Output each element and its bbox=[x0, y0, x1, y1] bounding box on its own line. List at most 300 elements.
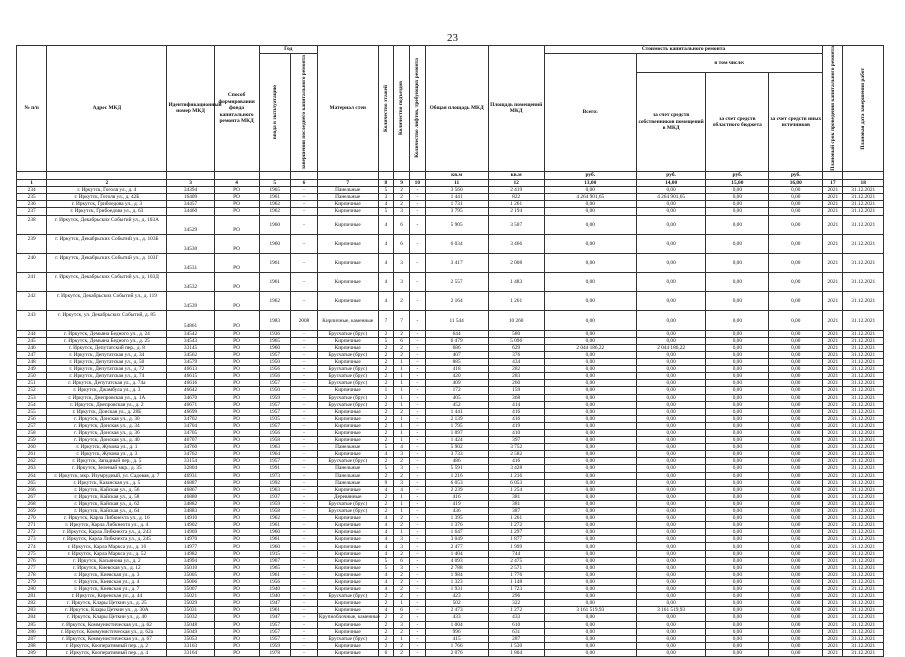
table-cell: 1 647 bbox=[425, 529, 488, 536]
table-cell: - bbox=[409, 215, 425, 234]
table-cell: 0,00 bbox=[636, 628, 706, 635]
address-cell: г. Иркутск, Днепровская ул., д. 1А bbox=[47, 394, 167, 401]
table-cell: 1962 bbox=[259, 208, 290, 215]
table-cell: - bbox=[290, 578, 317, 585]
table-cell: 1 261 bbox=[488, 201, 544, 208]
table-cell: 0,00 bbox=[544, 479, 636, 486]
table-cell: - bbox=[409, 543, 425, 550]
table-cell: 2021 bbox=[823, 621, 843, 628]
table-cell: 2021 bbox=[823, 194, 843, 201]
table-row bbox=[17, 621, 884, 628]
table-cell: - bbox=[290, 635, 317, 642]
table-cell: 2 475 bbox=[488, 557, 544, 564]
table-cell: - bbox=[409, 337, 425, 344]
table-cell: 1937 bbox=[259, 493, 290, 500]
address-cell: г. Иркутск, Депутатский пер., д. 8 bbox=[47, 344, 167, 351]
header-year-group: Год bbox=[259, 46, 317, 54]
table-cell: 0,00 bbox=[636, 394, 706, 401]
table-cell: - bbox=[409, 187, 425, 194]
table-cell: 284 bbox=[17, 614, 47, 621]
table-cell: 31.12.2021 bbox=[843, 571, 884, 578]
column-number: 9 bbox=[394, 179, 410, 186]
table-cell: РО bbox=[214, 234, 259, 253]
table-cell: 4 264 901,65 bbox=[544, 194, 636, 201]
table-cell: 2021 bbox=[823, 607, 843, 614]
table-cell: 1961 bbox=[259, 194, 290, 201]
table-cell: 1 bbox=[394, 600, 410, 607]
table-cell: 248 bbox=[17, 359, 47, 366]
table-cell: 280 bbox=[17, 586, 47, 593]
table-cell: РО bbox=[214, 600, 259, 607]
table-cell: 3 bbox=[378, 194, 394, 201]
table-cell: Кирпичные bbox=[317, 429, 378, 436]
table-cell: 3 bbox=[394, 273, 410, 292]
table-cell: - bbox=[409, 550, 425, 557]
table-cell: 1957 bbox=[259, 422, 290, 429]
table-cell: 2 bbox=[378, 408, 394, 415]
table-cell: 0,00 bbox=[706, 635, 769, 642]
table-cell: 2 bbox=[378, 500, 394, 507]
table-cell: 2 bbox=[394, 330, 410, 337]
table-cell: 1 441 bbox=[425, 194, 488, 201]
table-cell: Кирпичные bbox=[317, 292, 378, 311]
table-cell: - bbox=[290, 187, 317, 194]
table-cell: 0,00 bbox=[769, 415, 823, 422]
table-cell: 744 bbox=[488, 550, 544, 557]
table-cell: 1978 bbox=[259, 649, 290, 656]
table-cell: 2021 bbox=[823, 635, 843, 642]
table-cell: РО bbox=[214, 628, 259, 635]
table-cell: 0,00 bbox=[636, 444, 706, 451]
address-cell: г. Иркутск, Декабрьских Событий ул., д. 103А bbox=[47, 215, 167, 234]
table-cell: 0,00 bbox=[769, 635, 823, 642]
table-cell: 2 bbox=[394, 472, 410, 479]
table-cell: РО bbox=[214, 479, 259, 486]
table-cell: - bbox=[290, 571, 317, 578]
table-cell: - bbox=[409, 422, 425, 429]
table-cell: 2 bbox=[378, 415, 394, 422]
table-cell: 289 bbox=[17, 649, 47, 656]
table-cell: 1 bbox=[394, 380, 410, 387]
table-cell: 31.12.2021 bbox=[843, 215, 884, 234]
table-cell: - bbox=[290, 366, 317, 373]
table-cell: РО bbox=[214, 337, 259, 344]
table-cell: 0,00 bbox=[769, 593, 823, 600]
table-cell: 35021 bbox=[167, 593, 214, 600]
table-cell: 4 bbox=[378, 292, 394, 311]
table-cell: 0,00 bbox=[706, 380, 769, 387]
table-cell: 387 bbox=[488, 508, 544, 515]
table-cell: 2 bbox=[378, 493, 394, 500]
table-cell: 2 bbox=[378, 359, 394, 366]
table-cell: 2021 bbox=[823, 187, 843, 194]
table-cell: РО bbox=[214, 465, 259, 472]
table-cell: 0,00 bbox=[636, 311, 706, 330]
table-row bbox=[17, 437, 884, 444]
table-cell: 6 053 bbox=[425, 479, 488, 486]
table-cell: 0,00 bbox=[769, 557, 823, 564]
table-cell: 257 bbox=[17, 422, 47, 429]
table-cell: Кирпичные bbox=[317, 522, 378, 529]
table-cell: 252 bbox=[17, 387, 47, 394]
table-cell: 281 bbox=[17, 593, 47, 600]
table-cell: 2021 bbox=[823, 415, 843, 422]
table-cell: 1 297 bbox=[488, 529, 544, 536]
address-cell: г. Иркутск, Гоголя ул., д. 42Б bbox=[47, 194, 167, 201]
table-cell: 34702 bbox=[167, 415, 214, 422]
table-cell: 31.12.2021 bbox=[843, 543, 884, 550]
table-cell: 0,00 bbox=[544, 628, 636, 635]
table-cell: 1963 bbox=[259, 444, 290, 451]
table-cell: РО bbox=[214, 273, 259, 292]
table-cell: 2 bbox=[394, 593, 410, 600]
table-cell: 3 795 bbox=[425, 208, 488, 215]
table-cell: 1961 bbox=[259, 253, 290, 272]
table-cell: 2021 bbox=[823, 394, 843, 401]
table-cell: 2021 bbox=[823, 292, 843, 311]
table-cell: Брусчатые (брус) bbox=[317, 401, 378, 408]
table-cell: 0,00 bbox=[769, 351, 823, 358]
table-cell: 0,00 bbox=[706, 366, 769, 373]
table-cell: 433 bbox=[425, 614, 488, 621]
table-cell: Панельные bbox=[317, 194, 378, 201]
table-cell: 0,00 bbox=[706, 564, 769, 571]
table-cell: 0,00 bbox=[769, 273, 823, 292]
table-cell: 0,00 bbox=[769, 366, 823, 373]
table-cell: Кирпичные bbox=[317, 215, 378, 234]
table-cell: 2021 bbox=[823, 571, 843, 578]
table-cell: 0,00 bbox=[706, 351, 769, 358]
table-cell: 1961 bbox=[259, 607, 290, 614]
table-cell: - bbox=[290, 253, 317, 272]
table-cell: - bbox=[409, 366, 425, 373]
table-cell: 2021 bbox=[823, 253, 843, 272]
table-cell: Кирпичные bbox=[317, 451, 378, 458]
table-cell: 2 bbox=[378, 508, 394, 515]
table-cell: - bbox=[409, 415, 425, 422]
address-cell: г. Иркутск, Карла Либкнехта ул., д. 4 bbox=[47, 522, 167, 529]
table-cell: - bbox=[409, 344, 425, 351]
table-row bbox=[17, 292, 884, 311]
column-number: 18 bbox=[843, 179, 884, 186]
table-row bbox=[17, 187, 884, 194]
table-cell: 245 bbox=[17, 337, 47, 344]
table-cell: 31.12.2021 bbox=[843, 578, 884, 585]
table-cell: Кирпичные bbox=[317, 550, 378, 557]
table-cell: 3 049 bbox=[425, 536, 488, 543]
table-cell: 31.12.2021 bbox=[843, 359, 884, 366]
table-cell: 2021 bbox=[823, 600, 843, 607]
table-cell: 0,00 bbox=[636, 351, 706, 358]
table-cell: 275 bbox=[17, 550, 47, 557]
table-cell: 2021 bbox=[823, 642, 843, 649]
table-cell: 31.12.2021 bbox=[843, 458, 884, 465]
table-cell: 2021 bbox=[823, 564, 843, 571]
table-cell: 0,00 bbox=[769, 215, 823, 234]
table-cell: 1 bbox=[394, 422, 410, 429]
table-cell: Брусчатые (брус) bbox=[317, 366, 378, 373]
table-cell: 1 004 bbox=[425, 621, 488, 628]
table-cell: 31.12.2021 bbox=[843, 344, 884, 351]
table-cell: - bbox=[290, 359, 317, 366]
table-row bbox=[17, 571, 884, 578]
table-cell: 31.12.2021 bbox=[843, 394, 884, 401]
table-cell: Кирпичные bbox=[317, 486, 378, 493]
table-cell: 0,00 bbox=[636, 451, 706, 458]
table-cell: 2 bbox=[378, 394, 394, 401]
table-cell: 2021 bbox=[823, 234, 843, 253]
table-cell: 2 bbox=[394, 408, 410, 415]
table-cell: 0,00 bbox=[769, 253, 823, 272]
table-cell: 35007 bbox=[167, 586, 214, 593]
table-cell: 4 bbox=[394, 486, 410, 493]
table-row bbox=[17, 208, 884, 215]
table-cell: 2 bbox=[378, 429, 394, 436]
table-cell: РО bbox=[214, 614, 259, 621]
table-row bbox=[17, 359, 884, 366]
table-cell: 0,00 bbox=[706, 571, 769, 578]
table-row bbox=[17, 635, 884, 642]
table-cell: 0,00 bbox=[706, 208, 769, 215]
column-number: 6 bbox=[290, 179, 317, 186]
table-cell: РО bbox=[214, 493, 259, 500]
table-cell: - bbox=[409, 536, 425, 543]
table-cell: 0,00 bbox=[636, 564, 706, 571]
table-cell: 250 bbox=[17, 373, 47, 380]
table-cell: 2 bbox=[378, 437, 394, 444]
table-cell: - bbox=[290, 408, 317, 415]
table-cell: 2 bbox=[378, 351, 394, 358]
table-cell: 268 bbox=[17, 500, 47, 507]
table-cell: Кирпичные bbox=[317, 628, 378, 635]
table-cell: 2 bbox=[394, 292, 410, 311]
table-cell: 0,00 bbox=[706, 330, 769, 337]
table-cell: 0,00 bbox=[636, 437, 706, 444]
table-cell: 1 254 bbox=[488, 486, 544, 493]
table-cell: 2021 bbox=[823, 515, 843, 522]
table-cell: Кирпичные bbox=[317, 543, 378, 550]
table-cell: 240 bbox=[17, 253, 47, 272]
table-cell: 31.12.2021 bbox=[843, 593, 884, 600]
table-cell: 46613 bbox=[167, 366, 214, 373]
table-cell: 1957 bbox=[259, 628, 290, 635]
table-cell: 0,00 bbox=[706, 500, 769, 507]
table-cell: 0,00 bbox=[544, 571, 636, 578]
table-cell: 0,00 bbox=[636, 621, 706, 628]
table-cell: 31.12.2021 bbox=[843, 415, 884, 422]
table-cell: 0,00 bbox=[636, 522, 706, 529]
table-cell: - bbox=[409, 479, 425, 486]
table-cell: - bbox=[290, 465, 317, 472]
table-cell: 0,00 bbox=[769, 201, 823, 208]
table-cell: 0,00 bbox=[544, 493, 636, 500]
table-cell: 0,00 bbox=[706, 649, 769, 656]
table-cell: 0,00 bbox=[636, 472, 706, 479]
table-cell: 1 bbox=[394, 493, 410, 500]
header-address: Адрес МКД bbox=[47, 46, 167, 172]
table-cell: 6 bbox=[394, 607, 410, 614]
table-cell: - bbox=[290, 472, 317, 479]
table-cell: - bbox=[290, 387, 317, 394]
table-cell: 1957 bbox=[259, 635, 290, 642]
table-cell: 31.12.2021 bbox=[843, 337, 884, 344]
table-cell: 1961 bbox=[259, 522, 290, 529]
table-cell: 423 bbox=[425, 593, 488, 600]
table-cell: 5 bbox=[378, 208, 394, 215]
table-cell: 283 bbox=[488, 373, 544, 380]
table-cell: 247 bbox=[17, 351, 47, 358]
table-cell: - bbox=[290, 550, 317, 557]
column-number: 5 bbox=[259, 179, 290, 186]
table-cell: 34542 bbox=[167, 330, 214, 337]
address-cell: г. Иркутск, Депутатская ул., д. 50 bbox=[47, 359, 167, 366]
table-cell: 0,00 bbox=[769, 465, 823, 472]
table-cell: 0,00 bbox=[544, 472, 636, 479]
address-cell: г. Иркутск, Джамбула ул., д. 3 bbox=[47, 387, 167, 394]
table-cell: - bbox=[409, 201, 425, 208]
table-cell: 0,00 bbox=[769, 359, 823, 366]
table-cell: РО bbox=[214, 635, 259, 642]
table-cell: 7 bbox=[394, 311, 410, 330]
table-cell: 2 194 bbox=[488, 208, 544, 215]
table-cell: 4 bbox=[378, 515, 394, 522]
table-cell: 263 bbox=[17, 465, 47, 472]
table-cell: Кирпичные bbox=[317, 208, 378, 215]
table-cell: - bbox=[409, 522, 425, 529]
table-cell: 3 560 bbox=[425, 187, 488, 194]
table-cell: 31.12.2021 bbox=[843, 522, 884, 529]
table-cell: - bbox=[409, 628, 425, 635]
table-cell: 1992 bbox=[259, 479, 290, 486]
table-cell: 31.12.2021 bbox=[843, 614, 884, 621]
table-cell: 35031 bbox=[167, 607, 214, 614]
table-cell: 0,00 bbox=[769, 429, 823, 436]
table-cell: 31.12.2021 bbox=[843, 550, 884, 557]
table-cell: 159 bbox=[488, 387, 544, 394]
table-cell: 0,00 bbox=[636, 500, 706, 507]
table-cell: 35032 bbox=[167, 614, 214, 621]
header-floors: Количество этажей bbox=[382, 84, 389, 132]
table-cell: 1 bbox=[394, 635, 410, 642]
table-row bbox=[17, 500, 884, 507]
address-cell: г. Иркутск, Декабрьских Событий ул., д. 103Г bbox=[47, 253, 167, 272]
table-row bbox=[17, 373, 884, 380]
table-row bbox=[17, 600, 884, 607]
table-cell: - bbox=[409, 292, 425, 311]
table-cell: 258 bbox=[17, 429, 47, 436]
table-cell: 2021 bbox=[823, 408, 843, 415]
table-cell: 0,00 bbox=[636, 215, 706, 234]
table-cell: - bbox=[290, 500, 317, 507]
table-cell: РО bbox=[214, 578, 259, 585]
table-cell: 2 bbox=[378, 401, 394, 408]
table-row bbox=[17, 215, 884, 234]
table-cell: 686 bbox=[425, 344, 488, 351]
table-cell: 285 bbox=[17, 621, 47, 628]
table-cell: 4 bbox=[394, 444, 410, 451]
table-cell: - bbox=[290, 451, 317, 458]
table-cell: 2 bbox=[394, 642, 410, 649]
table-row bbox=[17, 387, 884, 394]
table-row bbox=[17, 253, 884, 272]
table-cell: 2021 bbox=[823, 351, 843, 358]
table-row bbox=[17, 366, 884, 373]
table-cell: 234 bbox=[17, 187, 47, 194]
table-cell: - bbox=[409, 387, 425, 394]
address-cell: г. Иркутск, Клары Цеткин ул., д. 40 bbox=[47, 614, 167, 621]
table-cell: - bbox=[409, 472, 425, 479]
table-cell: 31.12.2021 bbox=[843, 408, 884, 415]
table-cell: РО bbox=[214, 194, 259, 201]
table-cell: 0,00 bbox=[544, 621, 636, 628]
table-cell: 264 bbox=[17, 472, 47, 479]
table-cell: РО bbox=[214, 401, 259, 408]
table-cell: 0,00 bbox=[544, 408, 636, 415]
table-cell: 242 bbox=[17, 292, 47, 311]
unit-other: руб. bbox=[769, 171, 823, 179]
table-cell: 0,00 bbox=[544, 649, 636, 656]
table-row bbox=[17, 550, 884, 557]
table-cell: Брусчатые (брус) bbox=[317, 373, 378, 380]
table-cell: - bbox=[290, 292, 317, 311]
table-cell: 1958 bbox=[259, 508, 290, 515]
table-cell: 0,00 bbox=[544, 522, 636, 529]
table-row bbox=[17, 593, 884, 600]
table-cell: 368 bbox=[488, 394, 544, 401]
table-cell: 0,00 bbox=[544, 486, 636, 493]
table-cell: 2 788 bbox=[425, 564, 488, 571]
table-cell: 0,00 bbox=[636, 408, 706, 415]
address-cell: г. Иркутск, Кайская ул., д. 56 bbox=[47, 486, 167, 493]
table-cell: 1 097 bbox=[425, 429, 488, 436]
table-cell: РО bbox=[214, 380, 259, 387]
table-cell: Кирпичные bbox=[317, 273, 378, 292]
table-cell: 5 bbox=[378, 187, 394, 194]
table-cell: 4 bbox=[378, 486, 394, 493]
table-cell: - bbox=[290, 607, 317, 614]
table-cell: 4 bbox=[378, 234, 394, 253]
table-row bbox=[17, 586, 884, 593]
table-cell: 1 376 bbox=[425, 522, 488, 529]
table-cell: 0,00 bbox=[769, 437, 823, 444]
table-cell: 0,00 bbox=[769, 401, 823, 408]
table-cell: 237 bbox=[17, 208, 47, 215]
table-cell: РО bbox=[214, 394, 259, 401]
table-cell: РО bbox=[214, 422, 259, 429]
table-row bbox=[17, 578, 884, 585]
table-cell: 1 731 bbox=[425, 201, 488, 208]
table-cell: 3 417 bbox=[425, 253, 488, 272]
table-row bbox=[17, 311, 884, 330]
table-cell: 4 bbox=[378, 586, 394, 593]
table-cell: 0,00 bbox=[769, 536, 823, 543]
table-cell: 1 261 bbox=[488, 292, 544, 311]
table-row bbox=[17, 493, 884, 500]
table-cell: 267 bbox=[17, 493, 47, 500]
table-cell: 1960 bbox=[259, 344, 290, 351]
table-cell: 236 bbox=[17, 201, 47, 208]
header-premises-area: Площадь помещений МКД bbox=[488, 46, 544, 172]
table-cell: 1 931 bbox=[425, 586, 488, 593]
table-cell: 2 477 bbox=[425, 543, 488, 550]
table-cell: 31.12.2021 bbox=[843, 451, 884, 458]
table-cell: 0,00 bbox=[706, 215, 769, 234]
table-cell: 0,00 bbox=[544, 586, 636, 593]
table-cell: 2 bbox=[378, 373, 394, 380]
table-row bbox=[17, 330, 884, 337]
table-cell: 1958 bbox=[259, 437, 290, 444]
table-cell: 3 bbox=[394, 451, 410, 458]
